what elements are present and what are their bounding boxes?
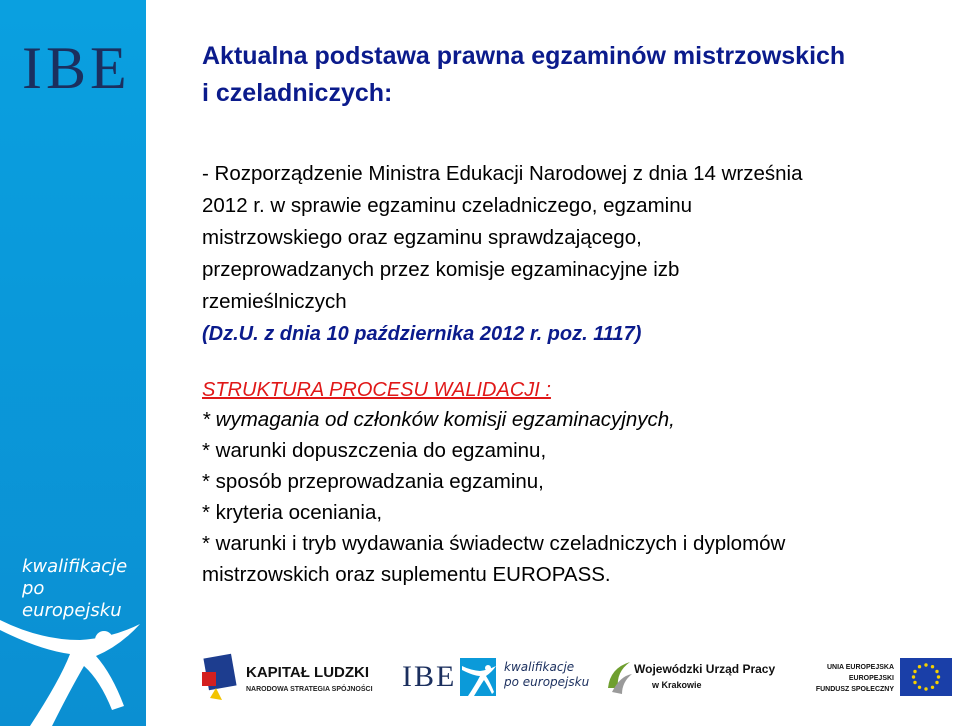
- title-line-2: i czeladniczych:: [202, 79, 393, 107]
- footer-kpe-text: [504, 660, 589, 690]
- regulation-line: rzemieślniczych: [202, 290, 347, 313]
- list-item: * warunki i tryb wydawania świadectw czeladniczych i dyplomów: [202, 532, 786, 555]
- ibe-logo: IBE: [22, 35, 131, 101]
- wup-title: Wojewódzki Urząd Pracy: [634, 662, 776, 676]
- footer-logos: [196, 650, 956, 710]
- title-line-1: Aktualna podstawa prawna egzaminów mistrzowskich: [202, 42, 846, 70]
- kpe-line2: po europejsku: [22, 578, 122, 621]
- eu-flag-icon: [900, 658, 952, 696]
- list-item: * warunki dopuszczenia do egzaminu,: [202, 439, 547, 462]
- jumping-figure-small-icon: [460, 658, 496, 696]
- regulation-line: mistrzowskiego oraz egzaminu sprawdzającego,: [202, 226, 642, 249]
- regulation-line: przeprowadzanych przez komisje egzaminacyjne izb: [202, 258, 680, 281]
- wup-subtitle: w Krakowie: [652, 680, 702, 690]
- sidebar: [0, 0, 146, 726]
- regulation-text: [202, 158, 954, 350]
- ue-line2: EUROPEJSKI: [848, 675, 894, 682]
- wup-icon: [604, 658, 634, 698]
- list-item: * sposób przeprowadzania egzaminu,: [202, 470, 544, 493]
- ue-line1: UNIA EUROPEJSKA: [826, 664, 894, 671]
- structure-list: [202, 404, 954, 590]
- ue-line3: FUNDUSZ SPOŁECZNY: [815, 686, 894, 693]
- kpe-small-icon: [460, 658, 496, 696]
- structure-title: STRUKTURA PROCESU WALIDACJI :: [202, 379, 551, 401]
- ue-text: [810, 662, 894, 695]
- kapital-ludzki-title: KAPITAŁ LUDZKI: [246, 664, 370, 681]
- kapital-ludzki-icon: [200, 652, 240, 704]
- jumping-figure-icon: [0, 610, 146, 726]
- footer-kpe-line2: po europejsku: [504, 675, 590, 689]
- regulation-line: 2012 r. w sprawie egzaminu czeladniczego, egzaminu: [202, 194, 692, 217]
- kpe-line1: kwalifikacje: [22, 556, 128, 577]
- main-content: [202, 38, 954, 590]
- list-item: * wymagania od członków komisji egzaminacyjnych,: [202, 408, 675, 431]
- list-item: * kryteria oceniania,: [202, 501, 383, 524]
- regulation-line: - Rozporządzenie Ministra Edukacji Narodowej z dnia 14 września: [202, 162, 803, 185]
- page-title: [202, 38, 954, 112]
- kapital-ludzki-logo: [196, 652, 373, 706]
- citation: (Dz.U. z dnia 10 października 2012 r. poz. 1117): [202, 323, 642, 345]
- list-item: mistrzowskich oraz suplementu EUROPASS.: [202, 563, 611, 586]
- kapital-ludzki-subtitle: NARODOWA STRATEGIA SPÓJNOŚCI: [246, 686, 373, 693]
- footer-kpe-line1: kwalifikacje: [504, 660, 575, 674]
- footer-ibe-logo: IBE: [402, 660, 457, 693]
